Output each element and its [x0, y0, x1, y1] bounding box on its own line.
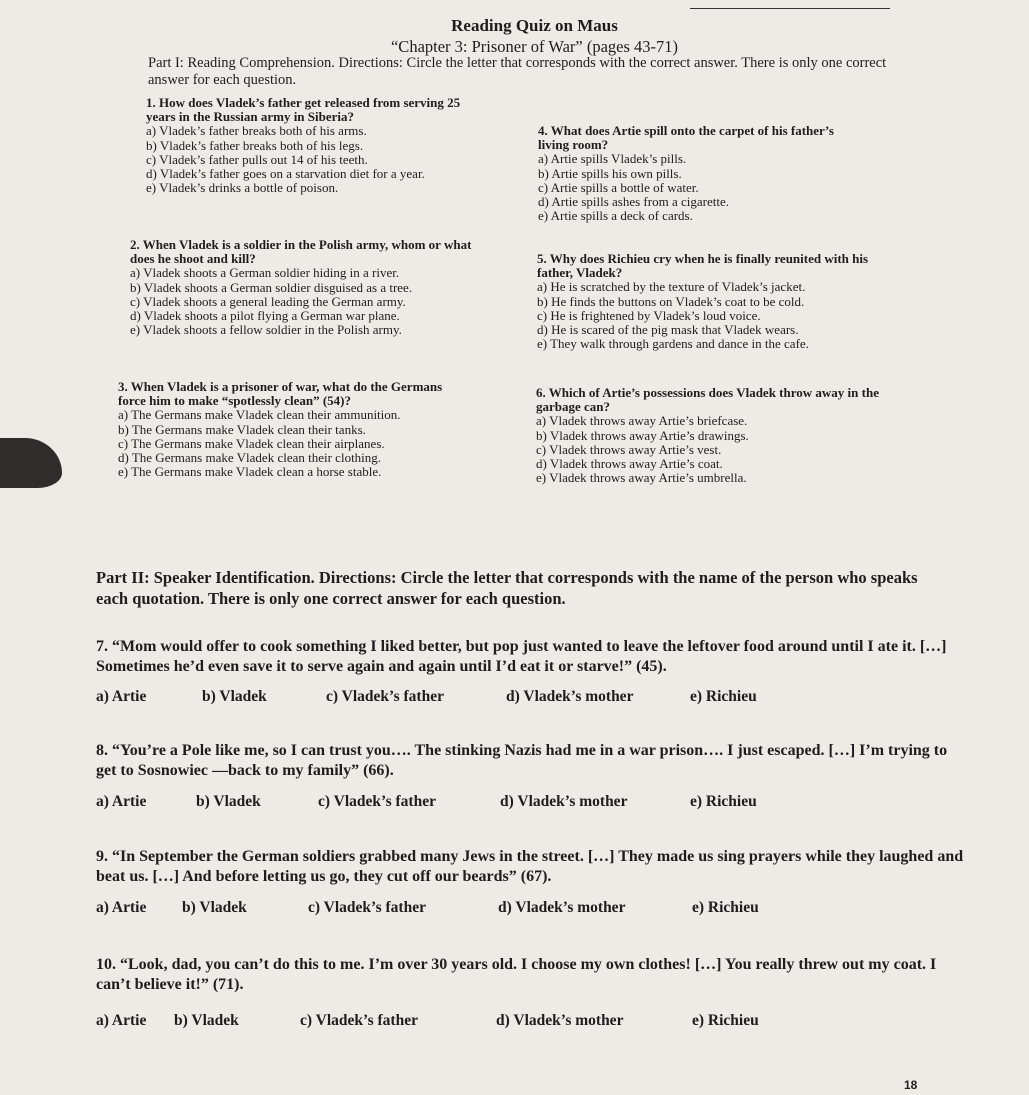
answer-option[interactable]: e) Vladek throws away Artie’s umbrella. [536, 470, 747, 486]
answer-option[interactable]: c) Vladek’s father pulls out 14 of his teeth. [146, 151, 368, 167]
choice-d[interactable]: d) Vladek’s mother [498, 899, 626, 916]
answer-option[interactable]: d) Vladek’s father goes on a starvation diet for a year. [146, 166, 425, 182]
choice-e[interactable]: e) Richieu [692, 1012, 759, 1029]
choice-e[interactable]: e) Richieu [690, 688, 757, 705]
question-stem: 3. When Vladek is a prisoner of war, what do the Germans force him to make “spotlessly clean” (54)? [118, 379, 443, 409]
answer-option[interactable]: b) Vladek throws away Artie’s drawings. [536, 427, 749, 443]
answer-option[interactable]: e) They walk through gardens and dance in the cafe. [537, 336, 809, 352]
question-8: 8. “You’re a Pole like me, so I can trust you…. The stinking Nazis had me in a war prison…. I just escaped. […] I’m trying to get to Sosnowiec —back to my family” (66). [96, 742, 948, 779]
answer-option[interactable]: a) Vladek throws away Artie’s briefcase. [536, 413, 748, 429]
choice-a[interactable]: a) Artie [96, 793, 147, 810]
question-5 [537, 252, 907, 351]
answer-option[interactable]: e) The Germans make Vladek clean a horse stable. [118, 464, 382, 480]
answer-option[interactable]: b) Vladek’s father breaks both of his legs. [146, 137, 364, 153]
answer-option[interactable]: d) The Germans make Vladek clean their clothing. [118, 450, 382, 466]
name-blank-line [690, 0, 890, 9]
answer-option[interactable]: a) Artie spills Vladek’s pills. [538, 151, 687, 167]
answer-option[interactable]: e) Vladek shoots a fellow soldier in the Polish army. [130, 322, 402, 338]
answer-option[interactable]: a) The Germans make Vladek clean their ammunition. [118, 407, 401, 423]
question-1 [146, 96, 491, 195]
choice-d[interactable]: d) Vladek’s mother [500, 793, 628, 810]
answer-option[interactable]: a) Vladek shoots a German soldier hiding in a river. [130, 265, 400, 281]
binder-hole-shadow [0, 438, 62, 488]
page-number: 18 [904, 1078, 918, 1092]
question-4 [538, 124, 868, 223]
choice-c[interactable]: c) Vladek’s father [318, 793, 436, 810]
choice-c[interactable]: c) Vladek’s father [326, 688, 444, 705]
answer-option[interactable]: b) Artie spills his own pills. [538, 165, 682, 181]
part2-directions: Part II: Speaker Identification. Directions: Circle the letter that corresponds with the name of the person who speaks each quotation. There is only one correct answer for each question. [96, 568, 918, 608]
answer-option[interactable]: d) He is scared of the pig mask that Vladek wears. [537, 322, 799, 338]
answer-option[interactable]: d) Artie spills ashes from a cigarette. [538, 194, 729, 210]
answer-option[interactable]: d) Vladek shoots a pilot flying a German war plane. [130, 308, 400, 324]
answer-option[interactable]: c) Vladek shoots a general leading the German army. [130, 293, 406, 309]
answer-option[interactable]: b) He finds the buttons on Vladek’s coat to be cold. [537, 293, 805, 309]
choice-d[interactable]: d) Vladek’s mother [496, 1012, 624, 1029]
choice-b[interactable]: b) Vladek [202, 688, 267, 705]
quiz-subtitle: “Chapter 3: Prisoner of War” (pages 43-71) [390, 37, 679, 56]
answer-option[interactable]: c) Vladek throws away Artie’s vest. [536, 441, 722, 457]
question-3 [118, 380, 473, 479]
choice-c[interactable]: c) Vladek’s father [308, 899, 426, 916]
question-stem: 1. How does Vladek’s father get released from serving 25 years in the Russian army in Siberia? [146, 95, 461, 125]
question-7: 7. “Mom would offer to cook something I liked better, but pop just wanted to leave the leftover food around until I ate it. […] Sometimes he’d even save it to serve again and again until I’d eat it or starve!” (45). [96, 638, 947, 675]
answer-option[interactable]: c) He is frightened by Vladek’s loud voice. [537, 307, 761, 323]
choice-c[interactable]: c) Vladek’s father [300, 1012, 418, 1029]
choice-b[interactable]: b) Vladek [196, 793, 261, 810]
answer-option[interactable]: b) The Germans make Vladek clean their tanks. [118, 421, 366, 437]
choice-b[interactable]: b) Vladek [182, 899, 247, 916]
question-2 [130, 238, 475, 337]
question-stem: 4. What does Artie spill onto the carpet of his father’s living room? [538, 123, 834, 153]
question-stem: 5. Why does Richieu cry when he is finally reunited with his father, Vladek? [537, 251, 869, 281]
answer-option[interactable]: a) Vladek’s father breaks both of his arms. [146, 123, 367, 139]
choice-d[interactable]: d) Vladek’s mother [506, 688, 634, 705]
choice-a[interactable]: a) Artie [96, 1012, 147, 1029]
answer-option[interactable]: e) Vladek’s drinks a bottle of poison. [146, 180, 339, 196]
question-9: 9. “In September the German soldiers grabbed many Jews in the street. […] They made us sing prayers while they laughed and beat us. […] And before letting us go, they cut off our beards” (67). [96, 848, 964, 885]
question-10: 10. “Look, dad, you can’t do this to me. I’m over 30 years old. I choose my own clothes! […] You really threw out my coat. I can’t believe it!” (71). [96, 956, 937, 993]
answer-option[interactable]: e) Artie spills a deck of cards. [538, 208, 693, 224]
question-stem: 6. Which of Artie’s possessions does Vladek throw away in the garbage can? [536, 385, 879, 415]
answer-option[interactable]: d) Vladek throws away Artie’s coat. [536, 456, 723, 472]
answer-option[interactable]: b) Vladek shoots a German soldier disguised as a tree. [130, 279, 413, 295]
question-6 [536, 386, 926, 485]
answer-option[interactable]: c) The Germans make Vladek clean their airplanes. [118, 435, 385, 451]
answer-option[interactable]: a) He is scratched by the texture of Vladek’s jacket. [537, 279, 806, 295]
question-stem: 2. When Vladek is a soldier in the Polish army, whom or what does he shoot and kill? [130, 237, 472, 267]
choice-e[interactable]: e) Richieu [692, 899, 759, 916]
part1-directions: Part I: Reading Comprehension. Directions: Circle the letter that corresponds with the correct answer. There is only one correct answer for each question. [148, 55, 887, 88]
quiz-title: Reading Quiz on Maus [451, 16, 618, 35]
choice-a[interactable]: a) Artie [96, 688, 147, 705]
answer-option[interactable]: c) Artie spills a bottle of water. [538, 179, 699, 195]
choice-b[interactable]: b) Vladek [174, 1012, 239, 1029]
choice-e[interactable]: e) Richieu [690, 793, 757, 810]
choice-a[interactable]: a) Artie [96, 899, 147, 916]
